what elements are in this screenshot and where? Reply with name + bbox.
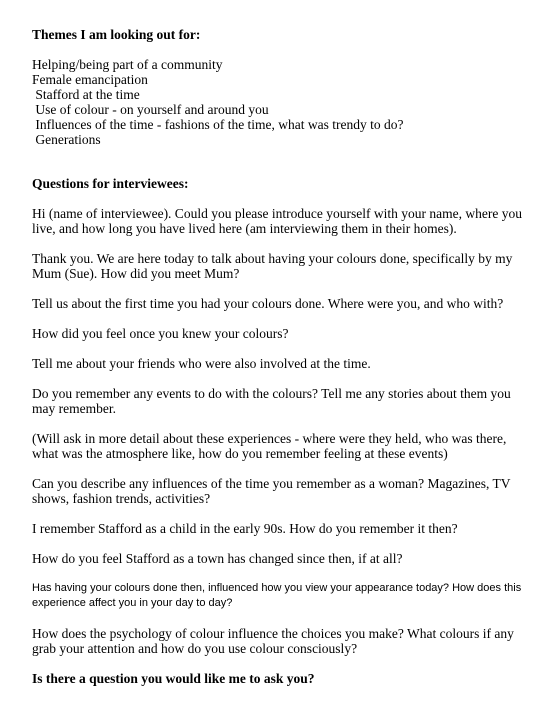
document-page bbox=[32, 27, 532, 686]
question-item: I remember Stafford as a child in the early 90s. How do you remember it then? bbox=[32, 521, 458, 536]
question-item: Tell me about your friends who were also involved at the time. bbox=[32, 356, 371, 371]
question-item: Thank you. We are here today to talk about having your colours done, specifically by my Mum (Sue). How did you meet Mum? bbox=[32, 251, 513, 281]
question-item: How does the psychology of colour influence the choices you make? What colours if any grab your attention and how do you use colour consciously? bbox=[32, 626, 514, 656]
questions-heading: Questions for interviewees: bbox=[32, 176, 189, 191]
closing-question: Is there a question you would like me to ask you? bbox=[32, 671, 315, 686]
question-item: Hi (name of interviewee). Could you please introduce yourself with your name, where you live, and how long you have lived here (am interviewing them in their homes). bbox=[32, 206, 522, 236]
theme-item: Helping/being part of a community bbox=[32, 57, 223, 72]
question-item: How do you feel Stafford as a town has changed since then, if at all? bbox=[32, 551, 403, 566]
themes-list bbox=[32, 57, 532, 147]
theme-item: Influences of the time - fashions of the time, what was trendy to do? bbox=[32, 117, 404, 132]
question-item: Do you remember any events to do with the colours? Tell me any stories about them you may remember. bbox=[32, 386, 511, 416]
question-item: Has having your colours done then, influenced how you view your appearance today? How does this experience affect you in your day to day? bbox=[32, 582, 522, 609]
themes-heading: Themes I am looking out for: bbox=[32, 27, 201, 42]
spacer bbox=[32, 42, 532, 57]
theme-item: Use of colour - on yourself and around you bbox=[32, 102, 269, 117]
theme-item: Stafford at the time bbox=[32, 87, 140, 102]
question-item: How did you feel once you knew your colours? bbox=[32, 326, 289, 341]
theme-item: Female emancipation bbox=[32, 72, 148, 87]
question-item: Can you describe any influences of the time you remember as a woman? Magazines, TV shows, fashion trends, activities? bbox=[32, 476, 511, 506]
spacer bbox=[32, 147, 532, 176]
question-item: Tell us about the first time you had your colours done. Where were you, and who with? bbox=[32, 296, 504, 311]
spacer bbox=[32, 191, 532, 206]
question-item: (Will ask in more detail about these experiences - where were they held, who was there, what was the atmosphere like, how do you remember feeling at these events) bbox=[32, 431, 507, 461]
theme-item: Generations bbox=[32, 132, 101, 147]
